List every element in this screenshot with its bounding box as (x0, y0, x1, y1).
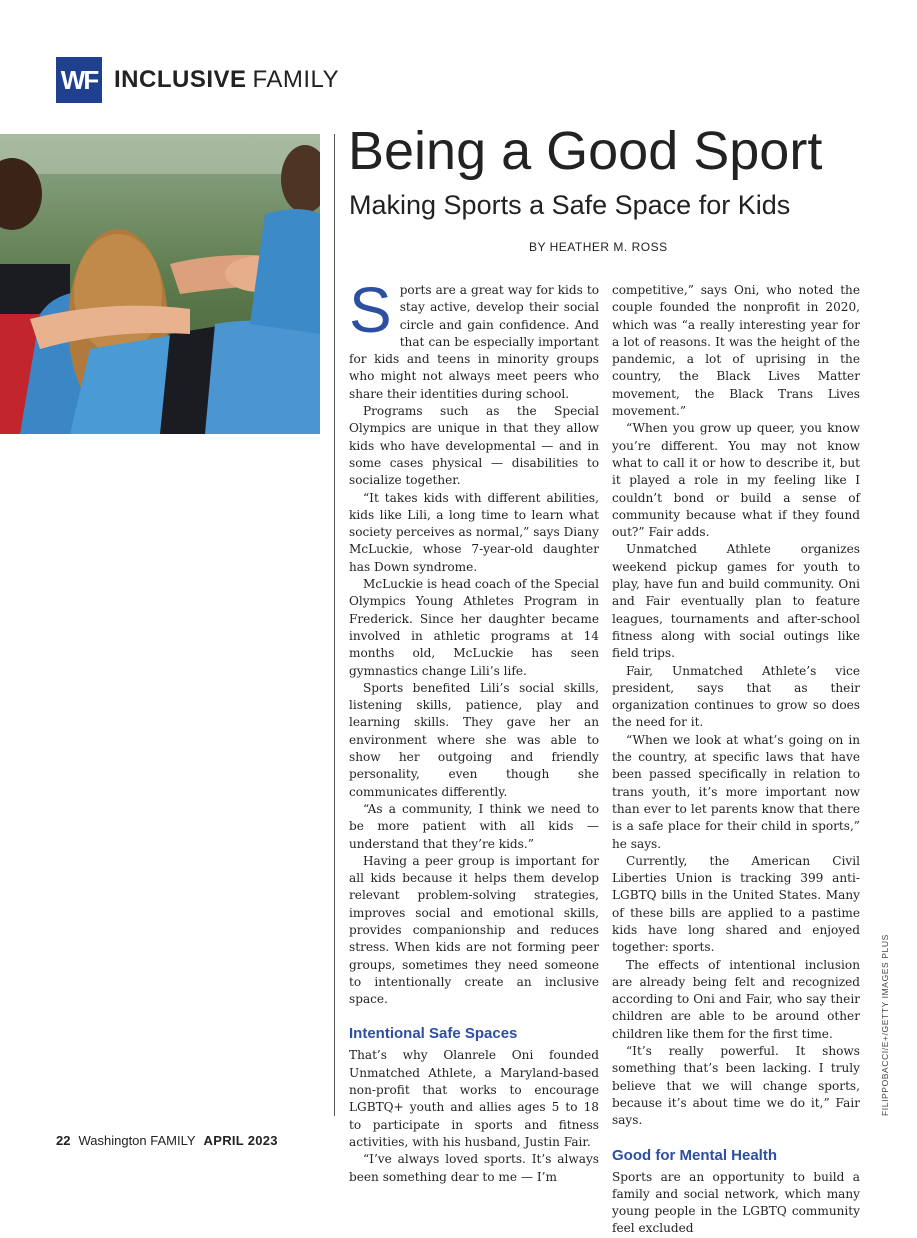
paragraph: “As a community, I think we need to be more patient with all kids — understand that they’re kids.” (349, 801, 599, 851)
drop-cap: S (349, 274, 392, 346)
paragraph: “When we look at what’s going on in the country, at specific laws that have been passed specifically in relation to trans youth, it’s more important now than ever to let parents know that there is a safe place for their child in sports,” he says. (612, 732, 860, 851)
paragraph: That’s why Olanrele Oni founded Unmatched Athlete, a Maryland-based non-profit that works to encourage LGBTQ+ youth and allies ages 5 to 18 to participate in sports and fitness activities, with his husband, Justin Fair. (349, 1048, 599, 1149)
publication-name: Washington FAMILY (78, 1133, 196, 1148)
article-title: Being a Good Sport (348, 121, 823, 181)
article-subtitle: Making Sports a Safe Space for Kids (349, 190, 791, 220)
paragraph: Programs such as the Special Olympics are unique in that they allow kids who have developmental — and in some cases physical — disabilities to socialize together. (349, 404, 599, 488)
section-title (114, 66, 339, 94)
paragraph: Having a peer group is important for all kids because it helps them develop relevant problem-solving strategies, improves social and emotional skills, provides companionship and reduces stress. When kids are not forming peer groups, sometimes they need someone to intentionally create an inclusive space. (349, 853, 599, 1007)
kids-huddle-illustration (0, 134, 320, 434)
paragraph: “I’ve always loved sports. It’s always been something dear to me — I’m (349, 1152, 599, 1184)
byline: BY HEATHER M. ROSS (529, 240, 668, 254)
paragraph: Fair, Unmatched Athlete’s vice president, says that as their organization continues to grow so does the need for it. (612, 663, 860, 730)
paragraph: McLuckie is head coach of the Special Olympics Young Athletes Program in Frederick. Since her daughter became involved in athletic programs at 14 months old, McLuckie has seen gymnastics change Lili’s life. (349, 577, 599, 678)
paragraph: Sports benefited Lili’s social skills, listening skills, patience, play and learning skills. They gave her an environment where she was able to show her outgoing and friendly personality, even though she communicates differently. (349, 680, 599, 799)
page-footer (56, 1133, 278, 1148)
paragraph (349, 274, 599, 403)
article-column-1 (349, 274, 599, 1184)
hero-photo (0, 134, 320, 434)
column-rule (334, 134, 335, 1116)
paragraph: The effects of intentional inclusion are already being felt and recognized according to Oni and Fair, who say their children are able to be around other children like them for the first time. (612, 957, 860, 1041)
section-title-bold: INCLUSIVE (114, 66, 247, 93)
paragraph: competitive,” says Oni, who noted the couple founded the nonprofit in 2020, which was “a really interesting year for a lot of reasons. It was the height of the pandemic, a lot of uprising in the country, the Black Lives Matter movement, the Black Trans Lives movement.” (612, 283, 860, 419)
wf-logo: WF (56, 57, 102, 103)
paragraph: “It’s really powerful. It shows something that’s been lacking. I truly believe that we will change sports, because it’s about time we do it,” Fair says. (612, 1044, 860, 1128)
paragraph: Unmatched Athlete organizes weekend pickup games for youth to play, have fun and build community. Oni and Fair eventually plan to feature leagues, tournaments and after-school fitness along with social outings like field trips. (612, 542, 860, 661)
section-header (56, 56, 339, 104)
paragraph: Sports are an opportunity to build a family and social network, which many young people in the LGBTQ community feel excluded (612, 1169, 860, 1236)
paragraph: “It takes kids with different abilities, kids like Lili, a long time to learn what society perceives as normal,” says Diany McLuckie, whose 7-year-old daughter has Down syndrome. (349, 490, 599, 574)
paragraph-text: ports are a great way for kids to stay active, develop their social circle and gain confidence. And that can be especially important for kids and teens in minority groups who might not always meet peers who share their identities during school. (349, 283, 599, 401)
subhead-safe-spaces: Intentional Safe Spaces (349, 1025, 518, 1043)
issue-date: APRIL 2023 (203, 1133, 278, 1148)
page-number: 22 (56, 1133, 71, 1148)
photo-credit: FILIPPOBACCI/E+/GETTY IMAGES PLUS (880, 934, 890, 1116)
section-title-light: FAMILY (252, 66, 340, 93)
paragraph: “When you grow up queer, you know you’re different. You may not know what to call it or how to describe it, but it played a role in my feeling like I couldn’t bond or build a sense of community because what if they found out?” Fair adds. (612, 421, 860, 540)
subhead-mental-health: Good for Mental Health (612, 1146, 777, 1164)
paragraph: Currently, the American Civil Liberties Union is tracking 399 anti-LGBTQ bills in the United States. Many of these bills are applied to a pastime kids have long shared and enjoyed together: sports. (612, 853, 860, 955)
article-column-2 (612, 282, 860, 1236)
